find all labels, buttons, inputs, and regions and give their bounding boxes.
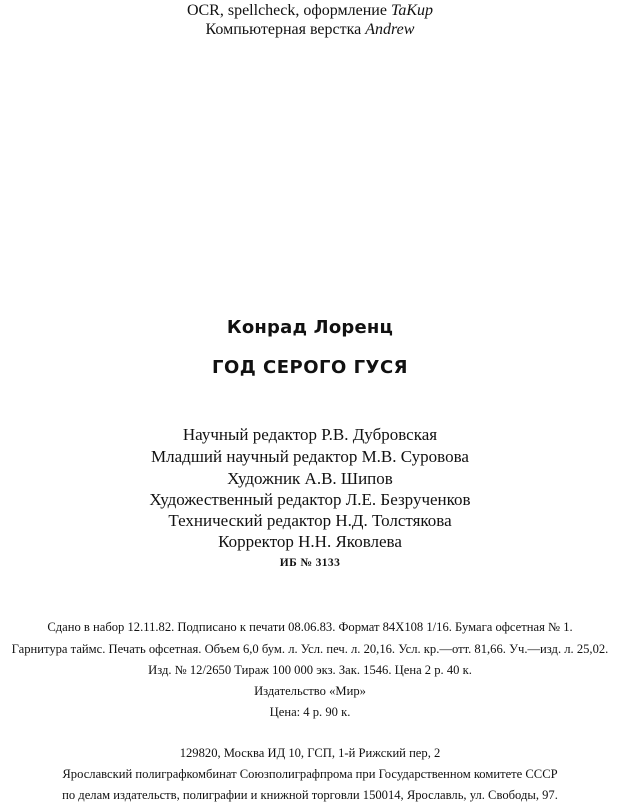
layout-credit-line (0, 21, 620, 39)
layout-credit-name: Andrew (365, 21, 415, 38)
editor-line: Художественный редактор Л.Е. Безрученков (149, 490, 471, 509)
ocr-credit-prefix: OCR, spellcheck, оформление (186, 2, 391, 19)
publisher-name: Издательство «Мир» (254, 684, 366, 698)
editor-line: Технический редактор Н.Д. Толстякова (168, 511, 452, 530)
editor-line: Научный редактор Р.В. Дубровская (182, 425, 438, 444)
imprint-line: Гарнитура таймс. Печать офсетная. Объем 6,0 бум. л. Усл. печ. л. 20,16. Усл. кр.—отт. 81,66. Уч.—изд. л. 25,02. (11, 642, 609, 656)
ib-number: ИБ № 3133 (279, 557, 341, 569)
ocr-credit-line (0, 2, 620, 20)
address-line: по делам издательств, полиграфии и книжной торговли 150014, Ярославль, ул. Свободы, 97. (62, 788, 558, 802)
editor-line: Художник А.В. Шипов (227, 469, 393, 488)
imprint-line: Сдано в набор 12.11.82. Подписано к печати 08.06.83. Формат 84X108 1/16. Бумага офсетная № 1. (47, 620, 573, 634)
address-line: 129820, Москва ИД 10, ГСП, 1-й Рижский пер, 2 (179, 746, 441, 760)
book-author: Конрад Лоренц (226, 317, 394, 338)
layout-credit-prefix: Компьютерная верстка (205, 21, 366, 38)
address-line: Ярославский полиграфкомбинат Союзполиграфпрома при Государственном комитете СССР (62, 767, 558, 781)
ocr-credit-name: TaKup (390, 2, 434, 19)
editor-line: Младший научный редактор М.В. Суровова (151, 447, 469, 466)
editor-line: Корректор Н.Н. Яковлева (218, 532, 402, 551)
price-line: Цена: 4 р. 90 к. (269, 705, 351, 719)
book-title: ГОД СЕРОГО ГУСЯ (211, 357, 409, 378)
imprint-line: Изд. № 12/2650 Тираж 100 000 экз. Зак. 1546. Цена 2 р. 40 к. (148, 663, 472, 677)
